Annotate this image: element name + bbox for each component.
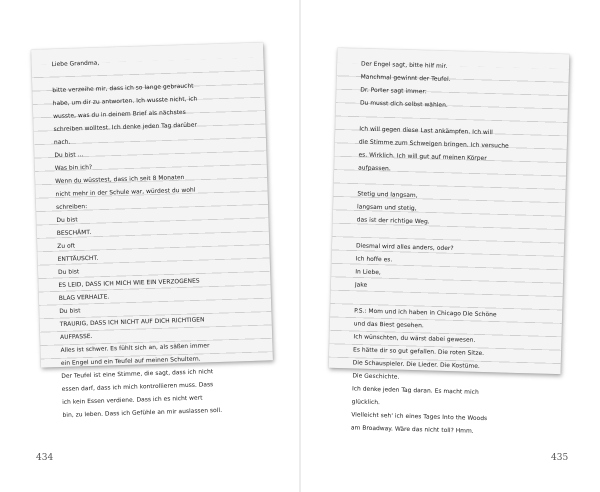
letter-line: AUFPASSE. xyxy=(60,333,93,341)
letter-line: P.S.: Mom und ich haben in Chicago Die Schöne xyxy=(354,308,497,319)
letter-line: ein Engel und ein Teufel auf meinen Schultern. xyxy=(60,356,201,367)
letter-line: Ich will gegen diese Last ankämpfen. Ich will xyxy=(359,126,493,137)
page-number-right: 435 xyxy=(551,453,569,463)
letter-line: bitte verzeihe mir, dass ich so lange gebraucht xyxy=(52,83,194,95)
letter-line: Dr. Porter sagt immer: xyxy=(360,87,427,96)
letter-line: Die Schauspieler. Die Lieder. Die Kostüme. xyxy=(352,360,480,370)
letter-line: ich kein Essen verdiene. Dass ich es nicht wert xyxy=(62,395,203,406)
letter-line: Diesmal wird alles anders, oder? xyxy=(355,243,454,253)
letter-line: Jake xyxy=(354,282,368,289)
letter-line: Die Geschichte. xyxy=(352,373,400,381)
letter-line: Stetig und langsam, xyxy=(357,191,418,200)
letter-line: In Liebe, xyxy=(355,269,381,277)
letter-line: habe, um dir zu antworten. Ich wusste nicht, ich xyxy=(52,96,198,108)
page-number-left: 434 xyxy=(36,453,54,463)
letter-line: die Stimme zum Schweigen bringen. Ich versuche xyxy=(358,139,509,150)
letter-line: bin, zu leben. Dass ich Gefühle an mir auslassen soll. xyxy=(62,407,223,419)
letter-line: Du bist xyxy=(59,308,81,315)
letter-line: langsam und stetig, xyxy=(356,204,417,213)
letter-line: aufpassen. xyxy=(358,165,391,173)
letter-line: glücklich. xyxy=(351,399,381,407)
letter-line: BLAG VERHALTE. xyxy=(58,294,110,302)
letter-line: Du bist xyxy=(56,217,78,225)
letter-line: ES LEID, DASS ICH MICH WIE EIN VERZOGENES xyxy=(58,278,200,289)
letter-line: BESCHÄMT. xyxy=(56,229,92,238)
letter-line: Manchmal gewinnt der Teufel. xyxy=(360,74,451,83)
letter-line: Ich denke jeden Tag daran. Es macht mich xyxy=(351,386,479,396)
letter-line: Der Teufel ist eine Stimme, die sagt, dass ich nicht xyxy=(61,369,214,380)
letter-line: Du musst dich selbst wählen. xyxy=(359,100,448,109)
letter-line: Du bist xyxy=(57,269,80,276)
letter-line: Vielleicht seh' ich eines Tages Into the Woods xyxy=(351,412,488,423)
letter-line: essen darf, dass ich mich kontrollieren muss. Dass xyxy=(61,382,214,393)
letter-line: Ich hoffe es. xyxy=(355,256,393,264)
letter-line: Wenn du wüsstest, dass ich seit 8 Monaten xyxy=(55,174,185,186)
letter-line: Es hätte dir so gut gefallen. Die roten Sitze. xyxy=(352,347,485,358)
letter-line: Der Engel sagt, bitte hilf mir. xyxy=(360,61,448,70)
letter-line: das ist der richtige Weg. xyxy=(356,217,430,226)
letter-line: ENTTÄUSCHT. xyxy=(57,255,99,263)
letter-line: es. Wirklich. Ich will gut auf meinen Körper xyxy=(358,152,487,163)
letter-line: und das Biest gesehen. xyxy=(353,321,424,330)
letter-lines-left xyxy=(31,42,273,419)
letter-card-right xyxy=(329,48,570,435)
letter-line: am Broadway. Wäre das nicht toll? Hmm. xyxy=(350,425,474,435)
letter-line: Du bist ... xyxy=(54,152,84,160)
letter-line: schreiben: xyxy=(55,204,88,212)
letter-line: wusste, was du in deinem Brief als nächstes xyxy=(53,109,186,121)
letter-line: Was bin ich? xyxy=(54,164,93,173)
letter-line: TRAURIG, DASS ICH NICHT AUF DICH RICHTIGEN xyxy=(59,317,205,328)
letter-line: Zu oft xyxy=(57,243,76,250)
letter-line: schreiben wolltest. Ich denke jeden Tag darüber xyxy=(53,122,198,134)
book-gutter xyxy=(299,0,301,492)
letter-line: Ich wünschten, du wärst dabei gewesen. xyxy=(353,334,476,344)
letter-line: nach. xyxy=(53,139,71,147)
letter-line: nicht mehr in der Schule war, würdest du wohl xyxy=(55,187,196,199)
letter-line: Alles ist schwer. Es fühlt sich an, als säßen immer xyxy=(60,343,210,354)
letter-card-left xyxy=(31,42,273,419)
letter-line: Liebe Grandma, xyxy=(51,60,100,69)
letter-lines-right xyxy=(329,48,570,435)
